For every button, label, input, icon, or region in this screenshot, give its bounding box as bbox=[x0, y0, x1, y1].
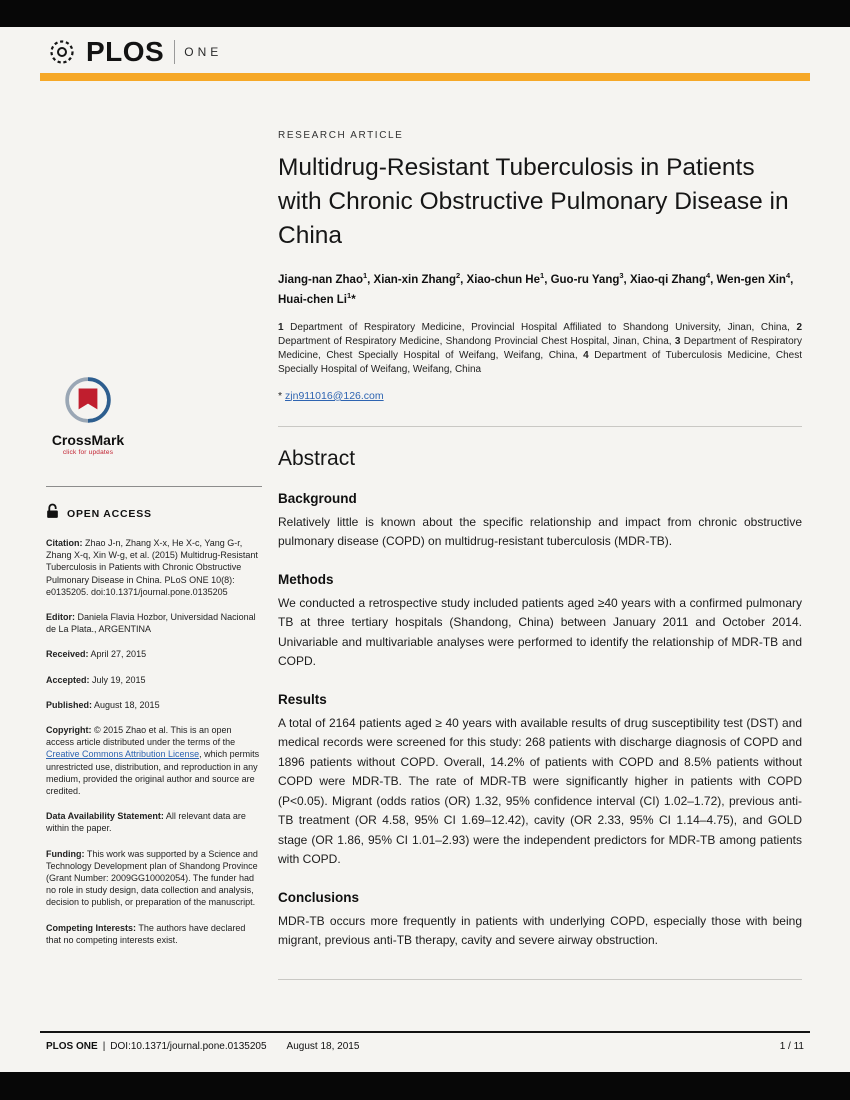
corresponding-email-link[interactable]: zjn911016@126.com bbox=[285, 389, 384, 402]
author-name: Huai-chen Li bbox=[278, 294, 348, 307]
abstract-subsection bbox=[278, 692, 802, 870]
affiliation-list bbox=[278, 321, 802, 377]
abstract-subsection bbox=[278, 890, 802, 951]
citation-label: Citation: bbox=[46, 538, 83, 548]
author-separator: , bbox=[710, 273, 717, 286]
page-footer bbox=[46, 1041, 804, 1052]
data-availability-note bbox=[46, 810, 262, 834]
copyright-text-before: © 2015 Zhao et al. This is an open access article distributed under the terms of the bbox=[46, 725, 236, 748]
funding-text: This work was supported by a Science and Technology Development plan of Shandong Province (Grant Number: 2009GG10002054). The funder had no role in study design, data collection and analysis, decision to publish, or preparation of the manuscript. bbox=[46, 848, 258, 908]
accepted-note bbox=[46, 674, 262, 686]
author-name: Xian-xin Zhang bbox=[373, 273, 456, 286]
crossmark-icon bbox=[64, 411, 112, 428]
footer-date: August 18, 2015 bbox=[286, 1041, 360, 1052]
footer-page-number: 1 / 11 bbox=[779, 1041, 804, 1052]
author bbox=[466, 271, 551, 286]
author bbox=[278, 291, 356, 307]
author bbox=[278, 271, 374, 286]
competing-interests-note bbox=[46, 922, 262, 946]
author-affiliation-mark: 3 bbox=[619, 271, 624, 280]
affiliation-number: 3 bbox=[674, 335, 681, 347]
editor-label: Editor: bbox=[46, 612, 75, 623]
crossmark-sublabel: click for updates bbox=[62, 449, 114, 456]
author-affiliation-mark: 2 bbox=[455, 271, 461, 280]
bottom-black-bar bbox=[0, 1072, 850, 1100]
author-name: Guo-ru Yang bbox=[550, 273, 620, 286]
affiliation-text: Department of Respiratory Medicine, Provincial Hospital Affiliated to Shandong University, Jinan, China, bbox=[283, 321, 797, 333]
footer-journal-name: PLOS ONE bbox=[46, 1041, 98, 1052]
crossmark-badge[interactable] bbox=[46, 376, 130, 456]
copyright-text-after: , which permits unrestricted use, distribution, and reproduction in any medium, provided the original author and source are credited. bbox=[46, 749, 260, 797]
data-availability-text: All relevant data are within the paper. bbox=[46, 811, 246, 834]
abstract-heading: Abstract bbox=[278, 446, 356, 470]
abstract-subsection-text: MDR-TB occurs more frequently in patients with underlying COPD, especially those with being migrant, previous anti-TB therapy, cavity and severe airway obstruction. bbox=[278, 913, 802, 948]
author bbox=[550, 271, 630, 286]
article-sidebar bbox=[46, 376, 262, 946]
author-name: Wen-gen Xin bbox=[716, 273, 786, 286]
copyright-label: Copyright: bbox=[46, 725, 92, 736]
footer-divider bbox=[40, 1031, 810, 1033]
open-access-badge bbox=[46, 503, 262, 524]
author-list bbox=[278, 268, 802, 309]
author-separator: , bbox=[460, 273, 467, 286]
abstract-subsection-heading: Background bbox=[278, 490, 357, 506]
author-separator: , bbox=[367, 273, 374, 286]
author-name: Xiao-chun He bbox=[466, 273, 541, 286]
crossmark-label: CrossMark bbox=[51, 432, 125, 448]
copyright-note bbox=[46, 724, 262, 797]
abstract-subsection-heading: Conclusions bbox=[278, 889, 360, 905]
editor-text: Daniela Flavia Hozbor, Universidad Nacional de La Plata., ARGENTINA bbox=[46, 612, 256, 635]
published-note bbox=[46, 699, 262, 711]
author bbox=[629, 271, 717, 286]
article-main bbox=[278, 130, 802, 980]
funding-note bbox=[46, 848, 262, 909]
open-lock-icon bbox=[46, 503, 59, 524]
plos-logo-text: PLOS bbox=[86, 36, 165, 67]
article-type-label: RESEARCH ARTICLE bbox=[278, 130, 404, 141]
abstract-subsection-text: Relatively little is known about the specific relationship and impact from chronic obstructive pulmonary disease (COPD) on multidrug-resistant tuberculosis (MDR-TB). bbox=[278, 514, 802, 549]
received-date: April 27, 2015 bbox=[88, 649, 147, 660]
author-name: Jiang-nan Zhao bbox=[278, 273, 363, 286]
abstract-subsection bbox=[278, 572, 802, 672]
author-affiliation-mark: 1 bbox=[362, 271, 368, 280]
affiliation-text: Department of Respiratory Medicine, Shandong Provincial Chest Hospital, Jinan, China, bbox=[278, 335, 675, 347]
abstract-subsection bbox=[278, 491, 802, 552]
funding-label: Funding: bbox=[46, 848, 85, 859]
journal-masthead bbox=[46, 36, 222, 68]
affiliation-text: Department of Respiratory Medicine, Chest Specially Hospital of Weifang, Weifang, China, bbox=[278, 335, 802, 361]
open-access-label: OPEN ACCESS bbox=[67, 507, 152, 520]
corresponding-author-line bbox=[278, 390, 802, 402]
orange-accent-bar bbox=[40, 73, 810, 81]
author-separator: , bbox=[790, 273, 794, 286]
affiliation-text: Department of Tuberculosis Medicine, Chest Specially Hospital of Weifang, Weifang, China bbox=[278, 349, 802, 375]
competing-interests-label: Competing Interests: bbox=[46, 922, 137, 933]
abstract-subsection-text: We conducted a retrospective study included patients aged ≥40 years with a confirmed pulmonary TB at three tertiary hospitals (Shandong, China) between January 2011 and October 2014. Univariable and multivariable analyses were performed to identify the relationship of MDR-TB and COPD. bbox=[278, 595, 802, 669]
affiliation-number: 2 bbox=[796, 321, 802, 333]
abstract-body bbox=[278, 491, 802, 951]
citation-note bbox=[46, 537, 262, 598]
author-affiliation-mark: 1 bbox=[347, 291, 352, 301]
sidebar-divider bbox=[46, 486, 262, 487]
received-label: Received: bbox=[46, 649, 89, 660]
editor-note bbox=[46, 611, 262, 635]
article-title: Multidrug-Resistant Tuberculosis in Patients with Chronic Obstructive Pulmonary Disease in China bbox=[278, 154, 789, 249]
author-affiliation-mark: 4 bbox=[705, 271, 711, 280]
author-separator: * bbox=[351, 294, 356, 307]
author-affiliation-mark: 4 bbox=[785, 271, 791, 280]
logo-divider bbox=[174, 40, 175, 64]
abstract-section bbox=[278, 426, 802, 980]
author-name: Xiao-qi Zhang bbox=[629, 273, 706, 286]
author-affiliation-mark: 1 bbox=[540, 271, 545, 280]
affiliation bbox=[278, 322, 796, 333]
author bbox=[716, 271, 794, 286]
footer-separator: | bbox=[102, 1041, 106, 1052]
footer-doi: DOI:10.1371/journal.pone.0135205 bbox=[110, 1041, 267, 1052]
abstract-subsection-heading: Methods bbox=[278, 571, 334, 587]
journal-name: ONE bbox=[184, 45, 223, 59]
corresponding-star: * bbox=[278, 389, 283, 402]
abstract-subsection-text: A total of 2164 patients aged ≥ 40 years with available results of drug susceptibility test (DST) and medical records were screened for this study: 268 patients with discharge diagnosis of COPD and 1896 patients without COPD. Overall, 14.2% of patients with COPD and 8.5% patients without COPD were MDR-TB. The rate of MDR-TB were significantly higher in patients with COPD (P<0.05). Migrant (odds ratios (OR) 1.32, 95% confidence interval (CI) 1.02–1.72), previous anti-TB treatment (OR 4.58, 95% CI 1.69–12.42), cavity (OR 2.33, 95% CI 1.14–4.75), and GOLD stage (OR 1.86, 95% CI 1.01–2.93) were the independent predictors for MDR-TB among patients with COPD. bbox=[278, 715, 802, 867]
citation-text: Zhao J-n, Zhang X-x, He X-c, Yang G-r, Zhang X-q, Xin W-g, et al. (2015) Multidrug-Resistant Tuberculosis in Patients with Chronic Obstructive Pulmonary Disease in China. PLoS ONE 10(8): e0135205. doi:10.1371/journal.pone.0135205 bbox=[46, 538, 258, 597]
affiliation-number: 1 bbox=[278, 321, 284, 333]
accepted-label: Accepted: bbox=[46, 674, 90, 685]
top-black-bar bbox=[0, 0, 850, 27]
author-separator: , bbox=[544, 273, 551, 286]
abstract-subsection-heading: Results bbox=[278, 691, 327, 707]
plos-logo-icon bbox=[46, 36, 78, 68]
received-note bbox=[46, 648, 262, 660]
author bbox=[373, 271, 467, 286]
cc-license-link[interactable]: Creative Commons Attribution License bbox=[46, 749, 200, 760]
published-date: August 18, 2015 bbox=[92, 699, 160, 710]
competing-interests-text: The authors have declared that no competing interests exist. bbox=[46, 922, 246, 945]
accepted-date: July 19, 2015 bbox=[89, 674, 146, 685]
author-separator: , bbox=[623, 273, 630, 286]
published-label: Published: bbox=[46, 699, 93, 710]
affiliation-number: 4 bbox=[583, 349, 589, 361]
data-availability-label: Data Availability Statement: bbox=[46, 811, 164, 822]
